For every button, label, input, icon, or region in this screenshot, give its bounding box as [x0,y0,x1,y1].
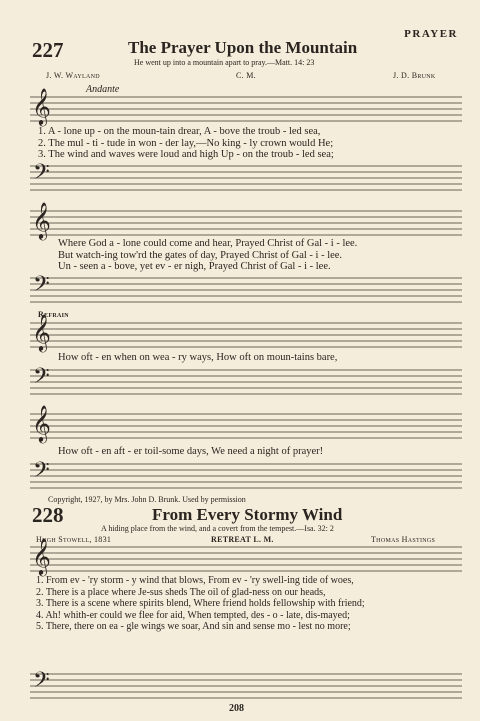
treble-staff [30,95,462,125]
bass-clef-icon: 𝄢 [33,272,50,301]
section-label: PRAYER [404,28,458,40]
scripture-reference: A hiding place from the wind, and a covert from the tempest.—Isa. 32: 2 [101,524,334,533]
hymn-number: 227 [32,38,64,62]
bass-staff [30,276,462,306]
lyric-line: 1. A - lone up - on the moun-tain drear, A - bove the troub - led sea, [38,126,321,137]
bass-staff [30,368,462,398]
bass-staff [30,672,462,702]
lyric-line: 1. From ev - 'ry storm - y wind that blows, From ev - 'ry swell-ing tide of woes, [36,575,354,586]
bass-staff [30,462,462,492]
treble-clef-icon: 𝄞 [32,405,51,441]
lyric-line: Where God a - lone could come and hear, Prayed Christ of Gal - i - lee. [58,238,358,249]
treble-clef-icon: 𝄞 [32,538,51,574]
lyric-line: 4. Ah! whith-er could we flee for aid, When tempted, des - o - late, dis-mayed; [36,609,350,621]
lyric-line: 2. There is a place where Je-sus sheds The oil of glad-ness on our heads, [36,586,326,598]
copyright-notice: Copyright, 1927, by Mrs. John D. Brunk. Used by permission [48,495,246,504]
tempo-marking: Andante [86,84,120,95]
author: Hugh Stowell, 1831 [36,535,112,544]
lyric-line: How oft - en aft - er toil-some days, We need a night of prayer! [58,446,324,457]
scripture-reference: He went up into a mountain apart to pray.—Matt. 14: 23 [134,58,315,67]
bass-staff [30,164,462,194]
bass-clef-icon: 𝄢 [33,458,50,487]
refrain-label: Refrain [38,310,69,319]
author: J. W. Wayland [46,71,100,80]
hymn-number: 228 [32,503,64,527]
lyric-line: But watch-ing tow'rd the gates of day, Prayed Christ of Gal - i - lee. [58,249,343,261]
bass-clef-icon: 𝄢 [33,364,50,393]
stanza-lines [36,575,365,633]
treble-clef-icon: 𝄞 [32,88,51,124]
meter: C. M. [236,71,256,80]
refrain-lyrics [58,446,323,458]
lyric-line: 5. There, there on ea - gle wings we soar, And sin and sense mo - lest no more; [36,621,351,632]
treble-clef-icon: 𝄞 [32,202,51,238]
bass-clef-icon: 𝄢 [33,160,50,189]
composer: J. D. Brunk [393,71,436,80]
lyric-line: 3. There is a scene where spirits blend, Where friend holds fellowship with friend; [36,598,365,609]
lyric-line: How oft - en when on wea - ry ways, How oft on moun-tains bare, [58,352,338,363]
treble-clef-icon: 𝄞 [32,314,51,350]
stanza-lines [58,238,357,273]
stanza-lines [38,126,334,161]
hymn-title: From Every Stormy Wind [152,505,343,524]
bass-clef-icon: 𝄢 [33,668,50,697]
treble-staff [30,412,462,442]
composer: Thomas Hastings [371,535,436,544]
tune-meter: RETREAT L. M. [211,535,274,544]
lyric-line: Un - seen a - bove, yet ev - er nigh, Prayed Christ of Gal - i - lee. [58,261,331,272]
lyric-line: 3. The wind and waves were loud and high Up - on the troub - led sea; [38,149,334,160]
lyric-line: 2. The mul - ti - tude in won - der lay,—No king - ly crown would He; [38,137,334,149]
treble-staff [30,209,462,239]
treble-staff [30,545,462,575]
treble-staff [30,321,462,351]
refrain-lyrics [58,352,337,364]
hymn-title: The Prayer Upon the Mountain [128,38,358,57]
page-number: 208 [229,703,244,714]
